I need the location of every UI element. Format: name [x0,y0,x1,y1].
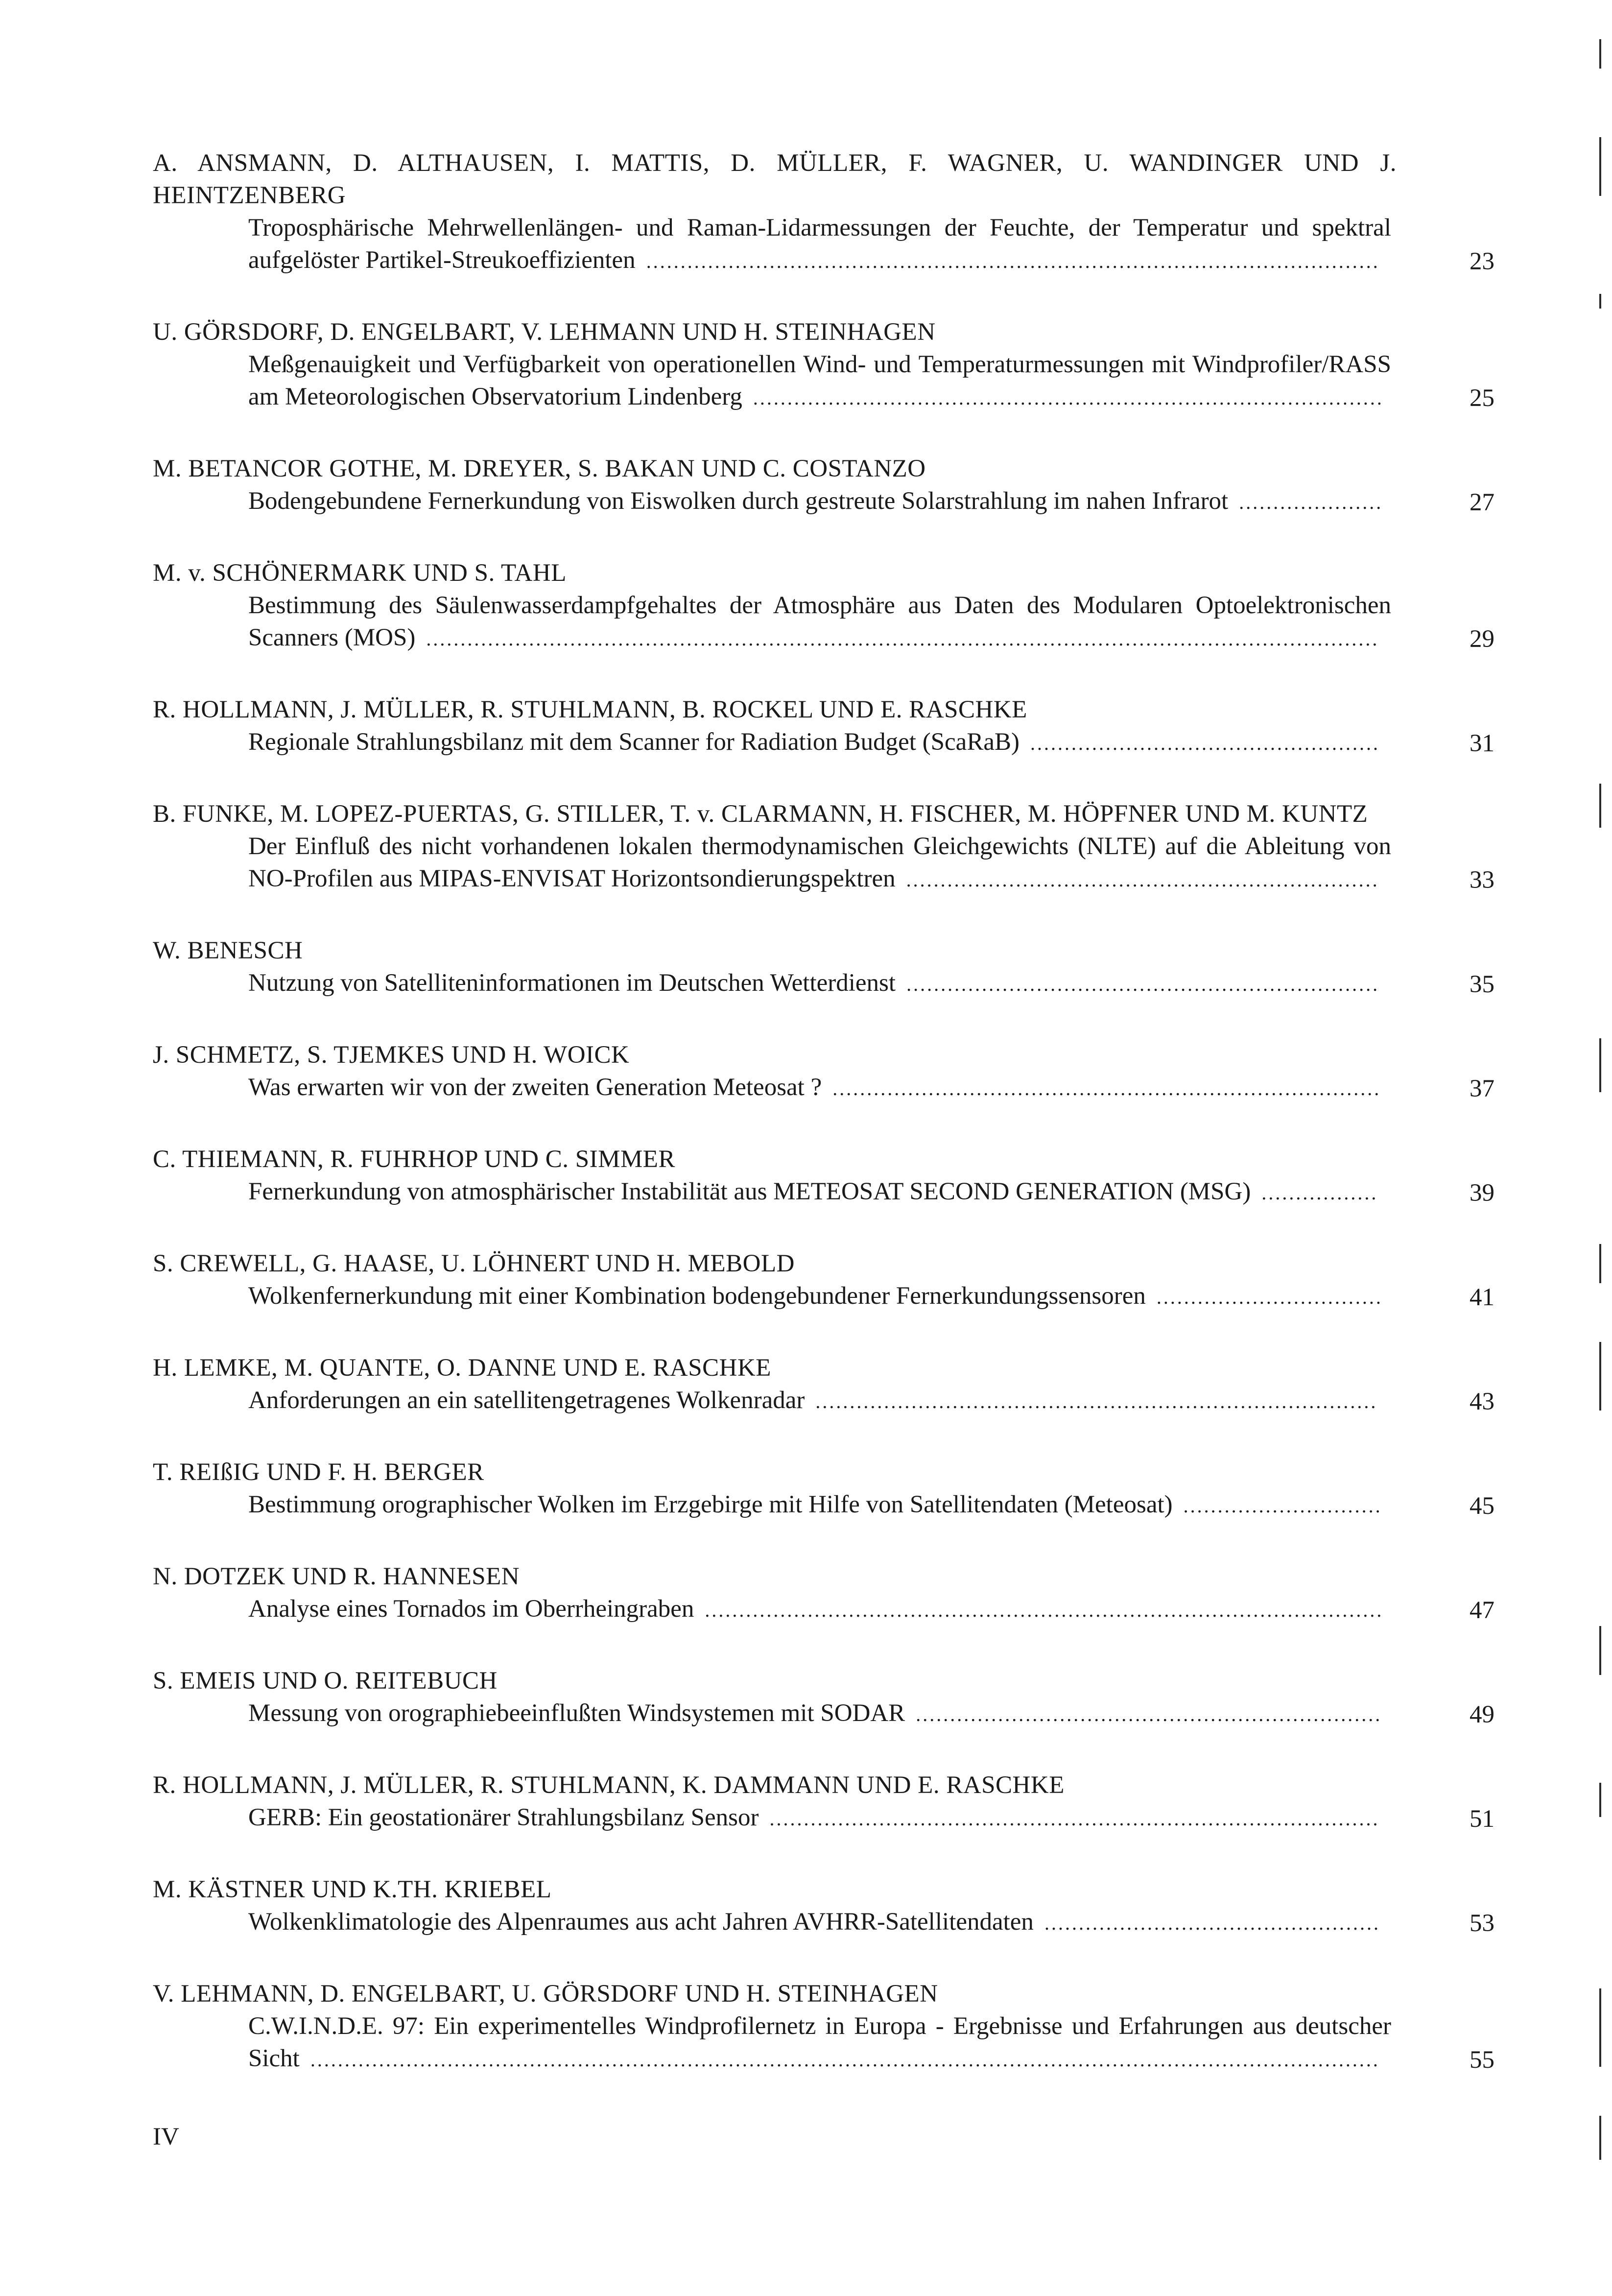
toc-entry [153,557,1494,655]
toc-title-text: C.W.I.N.D.E. 97: Ein experimentelles Windprofilernetz in Europa - Ergebnisse und Erfahrungen aus deutscher Sicht [248,2012,1391,2072]
toc-authors: U. GÖRSDORF, D. ENGELBART, V. LEHMANN UND H. STEINHAGEN [153,318,936,346]
toc-authors: T. REIßIG UND F. H. BERGER [153,1459,484,1486]
dot-leader: ................................................................................................... [698,1599,1384,1621]
toc-title-row [248,1488,1494,1522]
toc-authors: M. BETANCOR GOTHE, M. DREYER, S. BAKAN UND C. COSTANZO [153,455,926,482]
toc-page-number: 37 [1470,1075,1494,1102]
toc-page-number: 47 [1470,1597,1494,1624]
toc-title [248,589,1391,655]
toc-entry [153,694,1494,760]
toc-title [248,1697,1391,1731]
toc-title [248,1280,1391,1314]
toc-entry [153,1039,1494,1105]
toc-page-number: 51 [1470,1805,1494,1833]
toc-title-text: Fernerkundung von atmosphärischer Instabilität aus METEOSAT SECOND GENERATION (MSG) [248,1178,1255,1205]
toc-entry [153,147,1494,278]
toc-title [248,2010,1391,2076]
toc-title-row [248,1071,1494,1105]
toc-title-row [248,2010,1494,2076]
toc-title-row [248,1593,1494,1626]
toc-entry [153,316,1494,414]
scan-margin-marks [1594,20,1606,2272]
toc-page-number: 31 [1470,730,1494,757]
toc-authors: S. EMEIS UND O. REITEBUCH [153,1667,498,1695]
toc-authors: H. LEMKE, M. QUANTE, O. DANNE UND E. RASCHKE [153,1354,771,1382]
toc-title-text: Messung von orographiebeeinflußten Windsystemen mit SODAR [248,1699,909,1727]
toc-title [248,1801,1391,1835]
toc-entry [153,1873,1494,1939]
toc-title-row [248,967,1494,1001]
toc-title-row [248,589,1494,655]
dot-leader: ..................................................................... [900,973,1380,995]
toc-entry [153,934,1494,1001]
toc-title-row [248,1801,1494,1835]
toc-page-number: 33 [1470,866,1494,894]
dot-leader: ............................................................................................ [746,387,1384,409]
toc-title-row [248,830,1494,896]
toc-title-text: Anforderungen an ein satellitengetragenes Wolkenradar [248,1387,808,1414]
toc-page-number: 55 [1470,2046,1494,2074]
toc-title-text: GERB: Ein geostationärer Strahlungsbilanz Sensor [248,1804,763,1831]
dot-leader: ........................................................................................................................................... [419,628,1379,650]
dot-leader: ................. [1255,1182,1378,1204]
toc-page-number: 29 [1470,625,1494,653]
toc-title-text: Nutzung von Satelliteninformationen im Deutschen Wetterdienst [248,969,900,997]
toc-title [248,1384,1391,1418]
toc-title [248,1906,1391,1939]
toc-title-text: Was erwarten wir von der zweiten Generation Meteosat ? [248,1074,826,1101]
toc-title [248,1071,1391,1105]
toc-entry [153,1247,1494,1314]
toc-entry [153,1352,1494,1418]
toc-authors: A. ANSMANN, D. ALTHAUSEN, I. MATTIS, D. MÜLLER, F. WAGNER, U. WANDINGER UND J. HEINTZENBERG [153,149,1397,209]
toc-entry [153,1456,1494,1522]
table-of-contents [153,147,1494,2114]
toc-page-number: 35 [1470,971,1494,998]
toc-authors: M. v. SCHÖNERMARK UND S. TAHL [153,559,567,587]
dot-leader: ............................................................................................................................................................ [303,2049,1380,2071]
toc-authors: J. SCHMETZ, S. TJEMKES UND H. WOICK [153,1041,630,1069]
toc-page-number: 53 [1470,1910,1494,1937]
toc-title [248,212,1391,278]
toc-entry [153,453,1494,519]
toc-title-text: Regionale Strahlungsbilanz mit dem Scanner for Radiation Budget (ScaRaB) [248,728,1023,756]
toc-title-row [248,1697,1494,1731]
toc-page-number: 23 [1470,248,1494,275]
toc-title-row [248,212,1494,278]
toc-title [248,348,1391,414]
dot-leader: ........................................................................................................... [639,250,1380,272]
toc-title [248,830,1391,896]
dot-leader: ......................................................................................... [762,1808,1380,1830]
toc-authors: B. FUNKE, M. LOPEZ-PUERTAS, G. STILLER, T. v. CLARMANN, H. FISCHER, M. HÖPFNER UND M. KUNTZ [153,800,1368,828]
toc-title-row [248,485,1494,519]
toc-title [248,485,1391,519]
toc-title-text: Wolkenklimatologie des Alpenraumes aus acht Jahren AVHRR-Satellitendaten [248,1908,1038,1936]
toc-title-text: Analyse eines Tornados im Oberrheingraben [248,1595,698,1623]
toc-title-text: Troposphärische Mehrwellenlängen- und Raman-Lidarmessungen der Feuchte, der Temperatur und spektral aufgelöster Partikel-Streukoeffizienten [248,214,1391,274]
toc-authors: S. CREWELL, G. HAASE, U. LÖHNERT UND H. MEBOLD [153,1250,795,1277]
toc-page-number: 45 [1470,1492,1494,1520]
toc-authors: M. KÄSTNER UND K.TH. KRIEBEL [153,1876,552,1903]
toc-entry [153,1769,1494,1835]
toc-title-row [248,1906,1494,1939]
toc-title-text: Meßgenauigkeit und Verfügbarkeit von operationellen Wind- und Temperaturmessungen mit Windprofiler/RASS am Meteorologischen Observatorium Lindenberg [248,351,1391,410]
dot-leader: .................................................................... [909,1703,1382,1725]
dot-leader: ................................. [1149,1286,1383,1308]
toc-title [248,967,1391,1001]
dot-leader: ................................................. [1037,1912,1380,1934]
toc-title-text: Der Einfluß des nicht vorhandenen lokalen thermodynamischen Gleichgewichts (NLTE) auf die Ableitung von NO-Profilen aus MIPAS-ENVISAT Horizontsondierungspektren [248,833,1391,892]
page-number-roman: IV [153,2123,179,2151]
toc-entry [153,1143,1494,1209]
dot-leader: ..................................................................... [899,869,1379,891]
dot-leader: ............................. [1176,1495,1382,1517]
toc-title-text: Wolkenfernerkundung mit einer Kombination bodengebundener Fernerkundungssensoren [248,1282,1150,1310]
toc-title-row [248,1175,1494,1209]
toc-authors: V. LEHMANN, D. ENGELBART, U. GÖRSDORF UND H. STEINHAGEN [153,1980,938,2008]
dot-leader: ................................................................................ [826,1077,1381,1100]
toc-title-text: Bestimmung des Säulenwasserdampfgehaltes der Atmosphäre aus Daten des Modularen Optoelektronischen Scanners (MOS) [248,592,1391,651]
toc-page-number: 49 [1470,1701,1494,1728]
toc-page-number: 41 [1470,1284,1494,1311]
toc-entry [153,1665,1494,1731]
toc-page-number: 25 [1470,384,1494,412]
toc-entry [153,1978,1494,2076]
toc-page-number: 43 [1470,1388,1494,1415]
toc-page-number: 39 [1470,1179,1494,1207]
toc-title-row [248,1384,1494,1418]
dot-leader: ................................................... [1023,732,1380,754]
toc-title-row [248,726,1494,760]
toc-title-row [248,1280,1494,1314]
toc-authors: R. HOLLMANN, J. MÜLLER, R. STUHLMANN, B. ROCKEL UND E. RASCHKE [153,696,1027,723]
toc-title [248,1488,1391,1522]
toc-title [248,726,1391,760]
toc-title [248,1175,1391,1209]
toc-authors: W. BENESCH [153,937,303,964]
toc-title [248,1593,1391,1626]
toc-title-text: Bestimmung orographischer Wolken im Erzgebirge mit Hilfe von Satellitendaten (Meteosat) [248,1491,1177,1518]
toc-authors: N. DOTZEK UND R. HANNESEN [153,1563,520,1590]
toc-title-text: Bodengebundene Fernerkundung von Eiswolken durch gestreute Solarstrahlung im nahen Infrarot [248,487,1232,515]
toc-page-number: 27 [1470,489,1494,516]
toc-entry [153,1560,1494,1626]
dot-leader: .................................................................................. [808,1390,1378,1412]
toc-authors: R. HOLLMANN, J. MÜLLER, R. STUHLMANN, K. DAMMANN UND E. RASCHKE [153,1771,1065,1799]
toc-authors: C. THIEMANN, R. FUHRHOP UND C. SIMMER [153,1146,675,1173]
toc-entry [153,798,1494,896]
toc-title-row [248,348,1494,414]
dot-leader: ..................... [1232,491,1383,513]
